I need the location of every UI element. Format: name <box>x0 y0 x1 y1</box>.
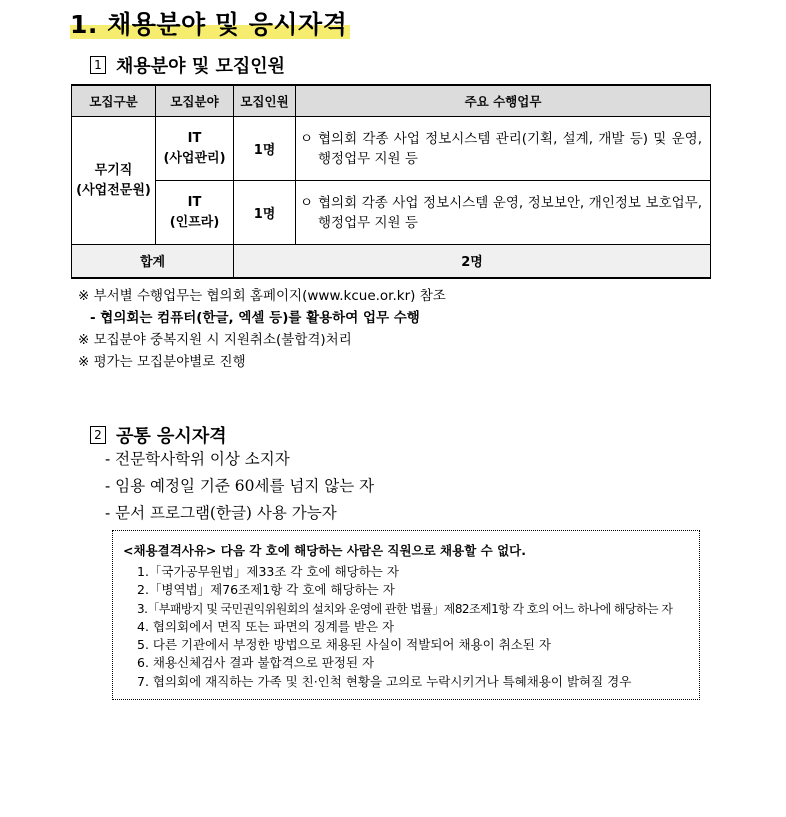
section-2-number: 2 <box>90 426 106 444</box>
duty-text: 협의회 각종 사업 정보시스템 관리(기획, 설계, 개발 등) 및 운영, 행정업무 지원 등 <box>318 130 702 167</box>
list-item: 4. 협의회에서 면직 또는 파면의 징계를 받은 자 <box>137 618 395 634</box>
list-item: - 임용 예정일 기준 60세를 넘지 않는 자 <box>105 477 375 495</box>
header-count: 모집인원 <box>234 85 296 117</box>
field-cell: IT (사업관리) <box>156 117 234 181</box>
category-cell: 무기직 (사업전문원) <box>72 117 156 245</box>
disqualification-heading: <채용결격사유> 다음 각 호에 해당하는 사람은 직원으로 채용할 수 없다. <box>123 543 526 558</box>
duty-bullet: ㅇ <box>300 194 314 211</box>
disqualification-box <box>112 530 700 700</box>
total-label: 합계 <box>72 245 234 278</box>
disqualification-list <box>123 563 699 691</box>
count-cell: 1명 <box>234 117 296 181</box>
list-item: 6. 채용신체검사 결과 불합격으로 판정된 자 <box>137 655 375 671</box>
header-category: 모집구분 <box>72 85 156 117</box>
duty-bullet: ㅇ <box>300 130 314 147</box>
recruitment-table <box>71 84 711 279</box>
list-item: 3.「부패방지 및 국민권익위원회의 설치와 운영에 관한 법률」제82조제1항 각 호의 어느 하나에 해당하는 자 <box>137 601 673 616</box>
section-1-heading <box>90 52 285 78</box>
section-2-heading <box>90 422 227 448</box>
duty-cell <box>296 181 711 245</box>
list-item: 1.「국가공무원법」제33조 각 호에 해당하는 자 <box>137 564 399 579</box>
note-1-detail: - 협의회는 컴퓨터(한글, 엑셀 등)를 활용하여 업무 수행 <box>90 310 420 326</box>
note-2: ※ 모집분야 중복지원 시 지원취소(불합격)처리 <box>78 332 352 348</box>
page-title <box>70 5 350 41</box>
header-field: 모집분야 <box>156 85 234 117</box>
notes <box>78 285 446 373</box>
qualification-list <box>105 446 374 527</box>
list-item: 7. 협의회에 재직하는 가족 및 친·인척 현황을 고의로 누락시키거나 특혜채용이 밝혀질 경우 <box>137 673 632 689</box>
table-row <box>72 117 711 181</box>
list-item: - 문서 프로그램(한글) 사용 가능자 <box>105 504 337 522</box>
list-item: 5. 다른 기관에서 부정한 방법으로 채용된 사실이 적발되어 채용이 취소된 자 <box>137 637 551 653</box>
section-1-title: 채용분야 및 모집인원 <box>116 56 286 77</box>
section-2-title: 공통 응시자격 <box>116 426 227 447</box>
duty-text: 협의회 각종 사업 정보시스템 운영, 정보보안, 개인정보 보호업무, 행정업무 지원 등 <box>318 194 702 231</box>
count-cell: 1명 <box>234 181 296 245</box>
field-cell: IT (인프라) <box>156 181 234 245</box>
note-3: ※ 평가는 모집분야별로 진행 <box>78 354 246 370</box>
section-1-number: 1 <box>90 56 106 74</box>
duty-cell <box>296 117 711 181</box>
list-item: - 전문학사학위 이상 소지자 <box>105 450 290 468</box>
table-total-row <box>72 245 711 278</box>
note-1: ※ 부서별 수행업무는 협의회 홈페이지(www.kcue.or.kr) 참조 <box>78 288 446 304</box>
table-header-row <box>72 85 711 117</box>
list-item: 2.「병역법」제76조제1항 각 호에 해당하는 자 <box>137 582 395 598</box>
total-value: 2명 <box>234 245 711 278</box>
header-duty: 주요 수행업무 <box>296 85 711 117</box>
page-title-text: 1. 채용분야 및 응시자격 <box>70 10 350 39</box>
table-row <box>72 181 711 245</box>
